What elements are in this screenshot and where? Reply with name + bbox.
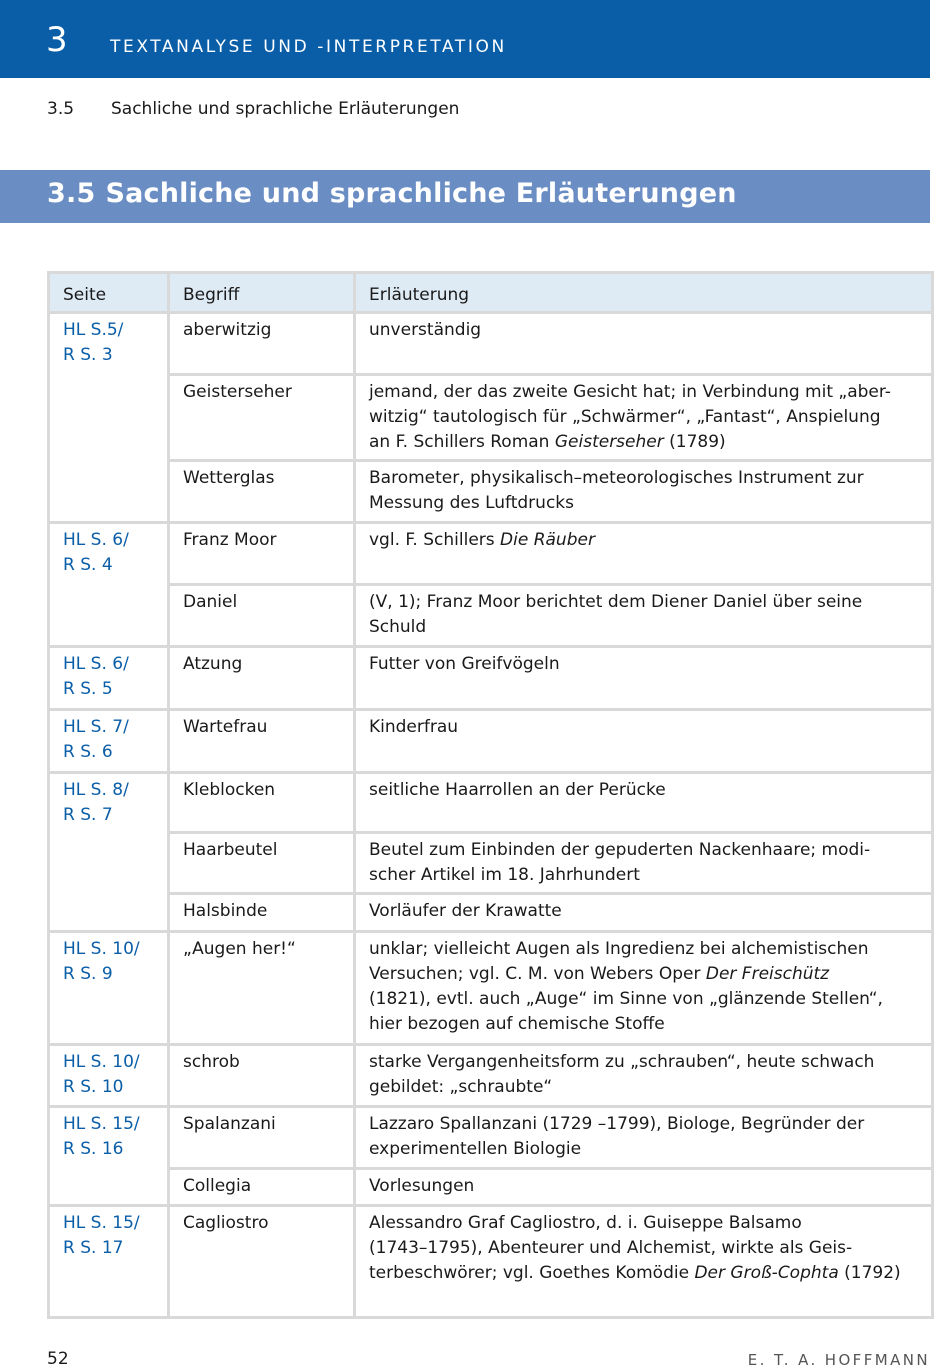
term-cell: Spalanzani xyxy=(169,1107,355,1169)
table-row xyxy=(49,833,933,894)
explanation-text: Alessandro Graf Cagliostro, d. i. Guiseppe Balsamo xyxy=(369,1213,802,1233)
term-cell: Franz Moor xyxy=(169,523,355,585)
explanation-line xyxy=(369,1112,919,1137)
page-reference-line: HL S. 6/ xyxy=(63,654,129,674)
explanation-text: Beutel zum Einbinden der gepuderten Nackenhaare; modi- xyxy=(369,840,871,860)
table-row xyxy=(49,894,933,932)
footer-author: E. T. A. HOFFMANN xyxy=(747,1351,930,1369)
explanation-line xyxy=(369,590,919,615)
page-reference xyxy=(49,1107,169,1206)
term-cell: Kleblocken xyxy=(169,773,355,833)
table-row xyxy=(49,710,933,773)
explanation-cell xyxy=(355,647,933,710)
column-header-begriff: Begriff xyxy=(169,273,355,313)
term-cell: Cagliostro xyxy=(169,1206,355,1318)
page-reference xyxy=(49,647,169,710)
table-row xyxy=(49,773,933,833)
explanation-text: witzig“ tautologisch für „Schwärmer“, „Fantast“, Anspielung xyxy=(369,407,881,427)
explanation-text: an F. Schillers Roman xyxy=(369,432,555,452)
explanation-cell xyxy=(355,833,933,894)
table-row xyxy=(49,1107,933,1169)
column-header-seite: Seite xyxy=(49,273,169,313)
table-row xyxy=(49,585,933,647)
chapter-header-bar xyxy=(0,0,930,78)
work-title: Die Räuber xyxy=(500,530,595,550)
explanation-line xyxy=(369,778,919,803)
explanation-line xyxy=(369,318,919,343)
page-reference-line: HL S. 15/ xyxy=(63,1213,140,1233)
explanation-cell xyxy=(355,313,933,375)
term-cell: Daniel xyxy=(169,585,355,647)
explanation-cell xyxy=(355,523,933,585)
page-reference-line: R S. 6 xyxy=(63,742,113,762)
explanation-text: (1743–1795), Abenteurer und Alchemist, wirkte als Geis- xyxy=(369,1238,853,1258)
explanation-line xyxy=(369,1211,919,1236)
explanation-line xyxy=(369,466,919,491)
page-reference-line: HL S. 15/ xyxy=(63,1114,140,1134)
page-reference-line: R S. 5 xyxy=(63,679,113,699)
explanation-cell xyxy=(355,894,933,932)
explanation-text: Vorlesungen xyxy=(369,1176,475,1196)
explanation-line xyxy=(369,937,919,962)
explanation-text: Futter von Greifvögeln xyxy=(369,654,560,674)
explanation-line xyxy=(369,899,919,924)
explanation-text: seitliche Haarrollen an der Perücke xyxy=(369,780,666,800)
work-title: Der Freischütz xyxy=(705,964,830,984)
table-row xyxy=(49,1169,933,1206)
term-cell: schrob xyxy=(169,1045,355,1107)
page-reference xyxy=(49,773,169,932)
term-cell: „Augen her!“ xyxy=(169,932,355,1045)
term-cell: Haarbeutel xyxy=(169,833,355,894)
page-reference-line: R S. 16 xyxy=(63,1139,124,1159)
explanation-text: Vorläufer der Krawatte xyxy=(369,901,562,921)
explanation-text: scher Artikel im 18. Jahrhundert xyxy=(369,865,640,885)
table-row xyxy=(49,313,933,375)
glossary-table xyxy=(47,271,934,1319)
explanation-cell xyxy=(355,461,933,523)
explanation-line xyxy=(369,863,919,888)
page-reference-line: HL S.5/ xyxy=(63,320,124,340)
table-row xyxy=(49,375,933,461)
explanation-text-after: (1792) xyxy=(838,1263,901,1283)
explanation-text: gebildet: „schraubte“ xyxy=(369,1077,553,1097)
explanation-cell xyxy=(355,1045,933,1107)
term-cell: Geisterseher xyxy=(169,375,355,461)
explanation-text: Barometer, physikalisch–meteorologisches Instrument zur xyxy=(369,468,864,488)
explanation-line xyxy=(369,1137,919,1162)
explanation-text: experimentellen Biologie xyxy=(369,1139,582,1159)
page-reference-line: HL S. 10/ xyxy=(63,1052,140,1072)
explanation-line xyxy=(369,405,919,430)
explanation-text: hier bezogen auf chemische Stoffe xyxy=(369,1014,665,1034)
explanation-cell xyxy=(355,585,933,647)
explanation-text: unverständig xyxy=(369,320,482,340)
explanation-text: unklar; vielleicht Augen als Ingredienz bei alchemistischen xyxy=(369,939,869,959)
page-reference-line: R S. 4 xyxy=(63,555,113,575)
explanation-line xyxy=(369,715,919,740)
table-row xyxy=(49,523,933,585)
explanation-line xyxy=(369,1261,919,1286)
explanation-text: Versuchen; vgl. C. M. von Webers Oper xyxy=(369,964,706,984)
page-reference xyxy=(49,313,169,523)
page-reference-line: R S. 17 xyxy=(63,1238,124,1258)
explanation-text: (V, 1); Franz Moor berichtet dem Diener Daniel über seine xyxy=(369,592,863,612)
work-title: Der Groß-Cophta xyxy=(694,1263,839,1283)
section-heading xyxy=(47,178,737,209)
explanation-line xyxy=(369,1012,919,1037)
explanation-line xyxy=(369,528,919,553)
column-header-erlaeuterung: Erläuterung xyxy=(355,273,933,313)
page-reference-line: HL S. 6/ xyxy=(63,530,129,550)
table-row xyxy=(49,1206,933,1318)
table-row xyxy=(49,461,933,523)
page-reference-line: HL S. 7/ xyxy=(63,717,129,737)
term-cell: Collegia xyxy=(169,1169,355,1206)
term-cell: Atzung xyxy=(169,647,355,710)
subsection-title: Sachliche und sprachliche Erläuterungen xyxy=(111,99,460,119)
explanation-line xyxy=(369,1174,919,1199)
term-cell: aberwitzig xyxy=(169,313,355,375)
explanation-text: Lazzaro Spallanzani (1729 –1799), Biologe, Begründer der xyxy=(369,1114,865,1134)
explanation-line xyxy=(369,987,919,1012)
chapter-title: TEXTANALYSE UND -INTERPRETATION xyxy=(110,37,507,57)
term-cell: Wetterglas xyxy=(169,461,355,523)
explanation-text: Messung des Luftdrucks xyxy=(369,493,574,513)
explanation-cell xyxy=(355,773,933,833)
term-cell: Wartefrau xyxy=(169,710,355,773)
explanation-line xyxy=(369,380,919,405)
explanation-text: terbeschwörer; vgl. Goethes Komödie xyxy=(369,1263,695,1283)
page-reference-line: HL S. 10/ xyxy=(63,939,140,959)
subsection-number: 3.5 xyxy=(47,99,75,119)
explanation-cell xyxy=(355,710,933,773)
table-row xyxy=(49,932,933,1045)
page-reference xyxy=(49,710,169,773)
section-title: Sachliche und sprachliche Erläuterungen xyxy=(105,178,737,209)
explanation-text: starke Vergangenheitsform zu „schrauben“, heute schwach xyxy=(369,1052,875,1072)
table-row xyxy=(49,1045,933,1107)
work-title: Geisterseher xyxy=(554,432,664,452)
explanation-line xyxy=(369,1050,919,1075)
page-reference xyxy=(49,1206,169,1318)
explanation-cell xyxy=(355,1107,933,1169)
explanation-line xyxy=(369,1236,919,1261)
chapter-number: 3 xyxy=(46,20,68,60)
page-reference-line: R S. 3 xyxy=(63,345,113,365)
page-reference-line: R S. 10 xyxy=(63,1077,124,1097)
page-reference xyxy=(49,932,169,1045)
explanation-cell xyxy=(355,1169,933,1206)
explanation-line xyxy=(369,838,919,863)
table-body xyxy=(49,313,933,1318)
page-reference-line: HL S. 8/ xyxy=(63,780,129,800)
table-header-row xyxy=(49,273,933,313)
explanation-line xyxy=(369,430,919,455)
explanation-cell xyxy=(355,932,933,1045)
page-reference-line: R S. 7 xyxy=(63,805,113,825)
explanation-text-after: (1789) xyxy=(663,432,726,452)
explanation-line xyxy=(369,1075,919,1100)
explanation-text: Schuld xyxy=(369,617,427,637)
section-number: 3.5 xyxy=(47,178,96,209)
page-reference-line: R S. 9 xyxy=(63,964,113,984)
explanation-line xyxy=(369,652,919,677)
explanation-cell xyxy=(355,1206,933,1318)
explanation-cell xyxy=(355,375,933,461)
page-number: 52 xyxy=(47,1349,69,1369)
page-reference xyxy=(49,1045,169,1107)
explanation-line xyxy=(369,615,919,640)
explanation-text: Kinderfrau xyxy=(369,717,459,737)
explanation-line xyxy=(369,491,919,516)
explanation-text: jemand, der das zweite Gesicht hat; in Verbindung mit „aber- xyxy=(369,382,891,402)
term-cell: Halsbinde xyxy=(169,894,355,932)
explanation-text: (1821), evtl. auch „Auge“ im Sinne von „glänzende Stellen“, xyxy=(369,989,883,1009)
explanation-line xyxy=(369,962,919,987)
page-reference xyxy=(49,523,169,647)
explanation-text: vgl. F. Schillers xyxy=(369,530,501,550)
table-row xyxy=(49,647,933,710)
